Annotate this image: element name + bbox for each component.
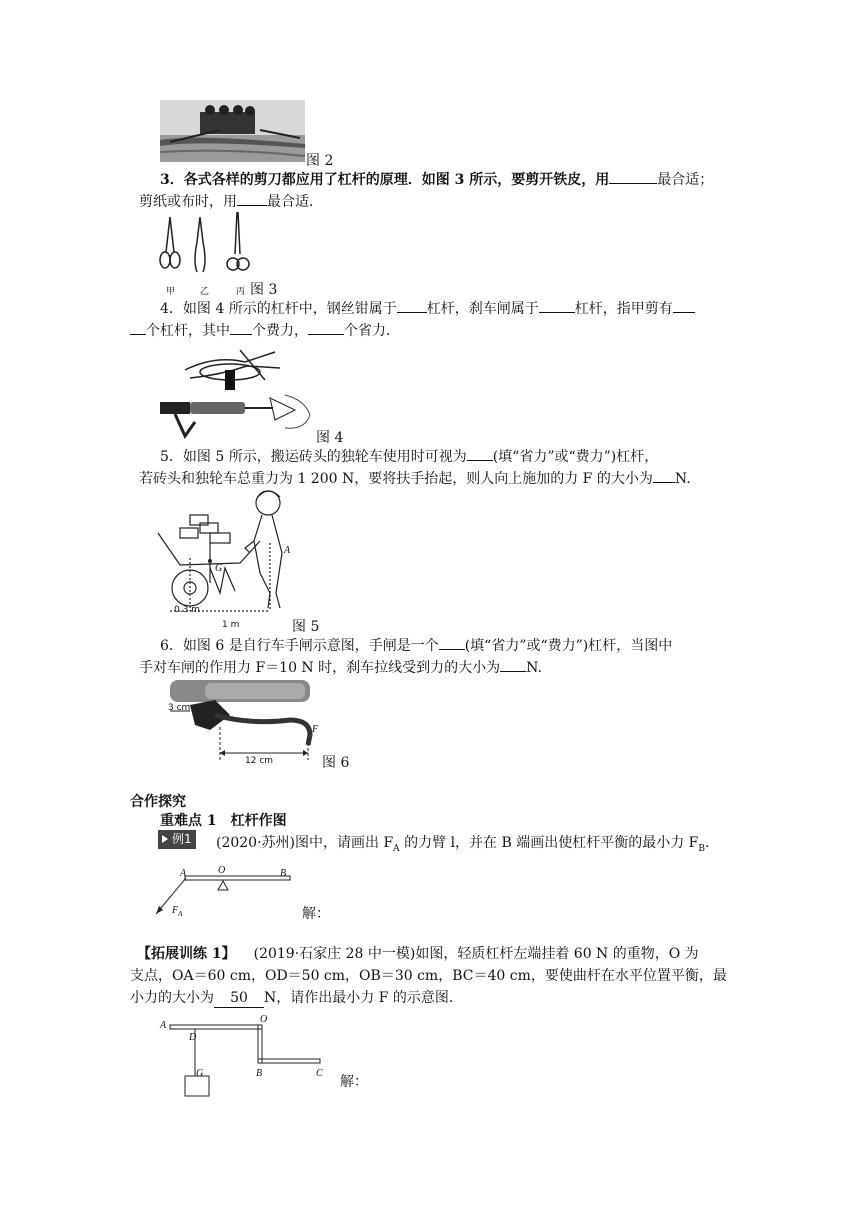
- scissors-label-b: 乙: [200, 287, 210, 297]
- question-4-line-2: [130, 322, 400, 340]
- wheelbarrow-image: [150, 483, 300, 633]
- figure-3-caption: 图 3: [250, 282, 278, 298]
- figure-6-caption: 图 6: [322, 755, 350, 771]
- weight-label-g: G: [196, 1068, 204, 1079]
- answer-value-50[interactable]: 50: [214, 989, 264, 1008]
- question-5-text-c: 若砖头和独轮车总重力为 1 200 N，要将扶手抬起，则人向上施加的力 F 的大小为: [139, 471, 653, 487]
- point-label-b: B: [280, 868, 287, 879]
- point-label-b: B: [256, 1068, 263, 1079]
- point-label-a: A: [180, 868, 187, 879]
- force-label-f: F: [312, 724, 319, 735]
- question-4-line-1: [160, 300, 695, 318]
- question-3-line-2: [139, 193, 323, 211]
- question-4-text-a: 4．如图 4 所示的杠杆中，钢丝钳属于: [160, 301, 397, 317]
- question-4-text-f: 个省力．: [344, 323, 400, 339]
- answer-blank[interactable]: [609, 183, 657, 184]
- scissors-label-c: 丙: [236, 287, 246, 297]
- answer-blank[interactable]: [237, 205, 267, 206]
- force-label-fa: [172, 905, 182, 918]
- force-label-f: F: [172, 905, 179, 916]
- answer-blank[interactable]: [500, 671, 526, 672]
- distance-label-1: 0.3 m: [174, 605, 200, 615]
- rowing-boat-image: [160, 100, 305, 162]
- bike-brake-image: [160, 675, 320, 770]
- distance-label-3cm: 3 cm: [168, 703, 191, 713]
- example-text-b: 的力臂 l，并在 B 端画出使杠杆平衡的最小力 F: [399, 835, 699, 851]
- question-4-text-e: 个费力，: [252, 323, 308, 339]
- answer-blank[interactable]: [230, 334, 252, 335]
- extension-line-1: [137, 945, 699, 963]
- example-1-text: [216, 834, 709, 858]
- distance-label-2: 1 m: [222, 620, 240, 630]
- question-3-text-2: 剪纸或布时，用: [139, 194, 237, 210]
- extension-text-3b: N，请作出最小力 F 的示意图.: [264, 990, 454, 1006]
- scissors-image: [155, 212, 255, 282]
- question-5-line-1: [160, 448, 658, 466]
- question-6-text-d: N.: [526, 660, 542, 676]
- force-label-sub: A: [178, 910, 183, 918]
- example-text-end: .: [705, 835, 710, 851]
- answer-blank[interactable]: [539, 312, 575, 313]
- question-6-text-b: (填“省力”或“费力”)杠杆，当图中: [464, 638, 673, 654]
- extension-title: 【拓展训练 1】: [137, 946, 236, 962]
- question-5-text-d: N.: [674, 471, 691, 487]
- question-3-line-1: [160, 171, 713, 189]
- bent-lever-diagram: [165, 1018, 335, 1098]
- weight-label-g: G: [215, 563, 223, 574]
- point-label-c: C: [316, 1068, 323, 1079]
- answer-blank[interactable]: [439, 649, 465, 650]
- question-4-text-b: 杠杆，刹车闸属于: [426, 301, 539, 317]
- question-5-text-b: (填“省力”或“费力”)杠杆，: [492, 449, 659, 465]
- point-label-a: A: [160, 1020, 167, 1031]
- answer-blank[interactable]: [397, 312, 427, 313]
- distance-label-12cm: 12 cm: [245, 756, 274, 766]
- extension-text-1: (2019·石家庄 28 中一模)如图，轻质杠杆左端挂着 60 N 的重物，O 为: [253, 946, 699, 962]
- answer-blank[interactable]: [130, 334, 146, 335]
- point-label-a: A: [284, 545, 291, 556]
- point-label-o: O: [218, 865, 226, 876]
- answer-blank[interactable]: [308, 334, 344, 335]
- question-5-text-a: 5．如图 5 所示，搬运砖头的独轮车使用时可视为: [160, 449, 467, 465]
- figure-2-caption: 图 2: [306, 153, 334, 169]
- point-label-d: D: [189, 1032, 197, 1043]
- extension-answer-label: 解：: [340, 1074, 368, 1090]
- question-6-line-1: [160, 637, 672, 655]
- question-3-text: 3．各式各样的剪刀都应用了杠杆的原理．如图 3 所示，要剪开铁皮，用: [160, 172, 610, 188]
- pliers-brake-image: [155, 340, 315, 440]
- point-label-o: O: [260, 1014, 268, 1025]
- figure-4-caption: 图 4: [316, 430, 344, 446]
- section-subtitle: 重难点 1 杠杆作图: [160, 813, 287, 829]
- example-answer-label: 解：: [302, 906, 330, 922]
- example-sub-a: A: [393, 843, 400, 854]
- answer-blank[interactable]: [653, 482, 675, 483]
- example-tag: 例1: [158, 830, 196, 849]
- extension-line-3: [130, 989, 453, 1008]
- section-title: 合作探究: [130, 794, 186, 810]
- example-text-a: (2020·苏州)图中，请画出 F: [216, 835, 394, 851]
- question-4-text-c: 杠杆，指甲剪有: [574, 301, 673, 317]
- question-6-text-c: 手对车闸的作用力 F＝10 N 时，刹车拉线受到力的大小为: [139, 660, 501, 676]
- figure-5-caption: 图 5: [292, 619, 320, 635]
- question-3-text-2-end: 最合适．: [267, 194, 323, 210]
- extension-text-3a: 小力的大小为: [130, 990, 214, 1006]
- scissors-label-a: 甲: [166, 287, 176, 297]
- answer-blank[interactable]: [673, 312, 695, 313]
- example-sub-b: B: [698, 843, 706, 854]
- question-6-text-a: 6．如图 6 是自行车手闸示意图，手闸是一个: [160, 638, 439, 654]
- question-3-text-end: 最合适；: [657, 172, 714, 188]
- answer-blank[interactable]: [467, 460, 493, 461]
- question-4-text-d: 个杠杆，其中: [146, 323, 230, 339]
- extension-line-2: 支点，OA＝60 cm，OD＝50 cm，OB＝30 cm，BC＝40 cm，要使曲杆在水平位置平衡，最: [130, 968, 727, 984]
